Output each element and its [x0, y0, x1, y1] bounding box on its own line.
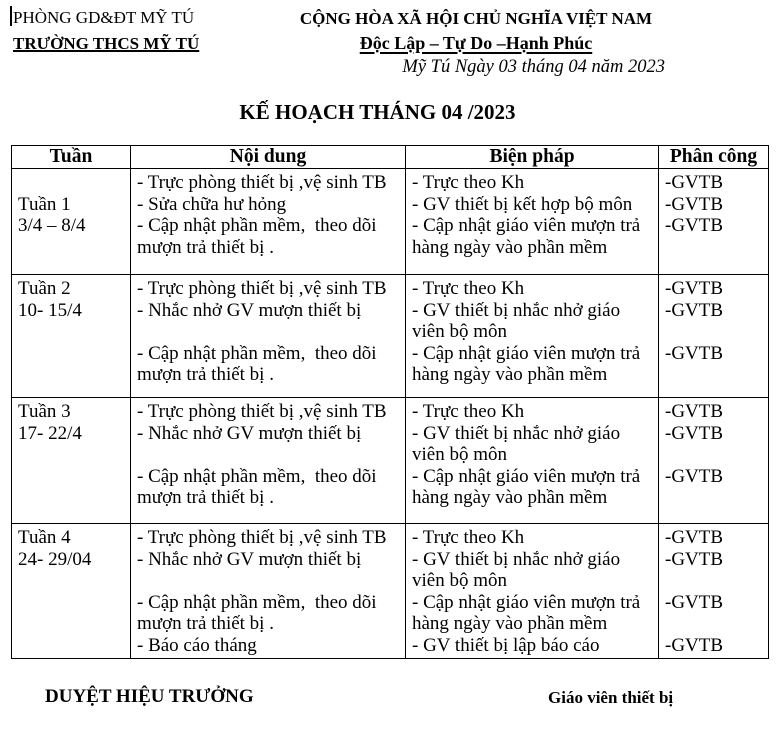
national-motto: Độc Lập – Tự Do –Hạnh Phúc [359, 33, 593, 53]
column-header-assignment: Phân công [659, 146, 769, 169]
teacher-signature-label: Giáo viên thiết bị [548, 688, 674, 707]
plan-table [11, 145, 769, 659]
cell-line: - Trực phòng thiết bị ,vệ sinh TB [137, 527, 387, 548]
column-header-week: Tuần [12, 146, 131, 169]
cell-line: 24- 29/04 [18, 548, 92, 570]
cell-line: - Cập nhật giáo viên mượn trả [412, 215, 641, 236]
week-cell [12, 169, 131, 275]
cell-line: -GVTB [665, 401, 724, 422]
table-header-row [12, 146, 769, 169]
cell-line: - Cập nhật phần mềm, theo dõi [137, 342, 377, 364]
cell-line: -GVTB [665, 278, 724, 299]
cell-line: - Báo cáo tháng [137, 634, 257, 656]
cell-line: 10- 15/4 [18, 299, 82, 321]
measures-cell [406, 275, 659, 398]
table-row [12, 275, 769, 398]
cell-line: - Cập nhật giáo viên mượn trả [412, 342, 641, 364]
column-header-measures: Biện pháp [406, 146, 659, 169]
assignment-cell [659, 398, 769, 524]
cell-line: hàng ngày vào phần mềm [412, 364, 608, 385]
cell-line: -GVTB [665, 342, 724, 364]
cell-line: -GVTB [665, 548, 724, 570]
cell-line: - GV thiết bị nhắc nhở giáo [412, 299, 621, 321]
content-cell [131, 169, 406, 275]
cell-line: -GVTB [665, 465, 724, 487]
column-header-content: Nội dung [131, 146, 406, 169]
date-line: Mỹ Tú Ngày 03 tháng 04 năm 2023 [402, 57, 665, 77]
cell-line: hàng ngày vào phần mềm [412, 236, 608, 258]
letterhead-center [287, 7, 665, 79]
cell-line: -GVTB [665, 193, 724, 215]
document-title: KẾ HOẠCH THÁNG 04 /2023 [239, 100, 516, 124]
school-name: TRƯỜNG THCS MỸ TÚ [13, 34, 200, 53]
content-cell [131, 398, 406, 524]
cell-line: -GVTB [665, 527, 724, 548]
content-cell [131, 524, 406, 659]
table-row [12, 398, 769, 524]
cell-line: 3/4 – 8/4 [18, 215, 86, 236]
national-title: CỘNG HÒA XÃ HỘI CHỦ NGHĨA VIỆT NAM [299, 9, 653, 28]
cell-line: - Trực theo Kh [412, 527, 525, 548]
cell-line [18, 172, 127, 194]
cell-line: Tuần 2 [18, 278, 71, 299]
letterhead-left [13, 6, 199, 56]
week-cell [12, 275, 131, 398]
cell-line: Tuần 4 [18, 527, 71, 548]
table-row [12, 169, 769, 275]
cell-line: - Trực theo Kh [412, 401, 525, 422]
cell-line: - Cập nhật phần mềm, theo dõi [137, 215, 377, 236]
cell-line: mượn trả thiết bị . [137, 364, 274, 385]
content-cell [131, 275, 406, 398]
cell-line [137, 321, 402, 343]
cell-line: - Trực theo Kh [412, 172, 525, 193]
cell-line: viên bộ môn [412, 321, 507, 342]
week-cell [12, 524, 131, 659]
cell-line: - GV thiết bị lập báo cáo [412, 634, 600, 656]
week-cell [12, 398, 131, 524]
cell-line: - Trực phòng thiết bị ,vệ sinh TB [137, 278, 387, 299]
measures-cell [406, 398, 659, 524]
cell-line [665, 321, 765, 343]
cell-line: mượn trả thiết bị . [137, 236, 274, 258]
cell-line [665, 444, 765, 466]
cell-line: mượn trả thiết bị . [137, 487, 274, 508]
cell-line: - GV thiết bị nhắc nhở giáo [412, 548, 621, 570]
cell-line: hàng ngày vào phần mềm [412, 487, 608, 508]
cell-line: -GVTB [665, 634, 724, 656]
cell-line: - Cập nhật phần mềm, theo dõi [137, 465, 377, 487]
cell-line: - Nhắc nhở GV mượn thiết bị [137, 299, 362, 321]
cell-line: Tuần 1 [18, 193, 71, 215]
assignment-cell [659, 524, 769, 659]
measures-cell [406, 169, 659, 275]
cell-line: -GVTB [665, 172, 724, 193]
cell-line: - Nhắc nhở GV mượn thiết bị [137, 422, 362, 444]
cell-line: -GVTB [665, 299, 724, 321]
cell-line: mượn trả thiết bị . [137, 613, 274, 634]
cell-line: - Trực theo Kh [412, 278, 525, 299]
cell-line [137, 570, 402, 592]
cell-line: - Cập nhật phần mềm, theo dõi [137, 591, 377, 613]
cell-line: - GV thiết bị kết hợp bộ môn [412, 193, 633, 215]
cell-line: viên bộ môn [412, 444, 507, 465]
cell-line [665, 613, 765, 635]
cell-line: - Cập nhật giáo viên mượn trả [412, 591, 641, 613]
cell-line: -GVTB [665, 215, 724, 236]
department-name: PHÒNG GD&ĐT MỸ TÚ [13, 8, 195, 27]
cell-line: - GV thiết bị nhắc nhở giáo [412, 422, 621, 444]
cell-line: - Trực phòng thiết bị ,vệ sinh TB [137, 401, 387, 422]
measures-cell [406, 524, 659, 659]
assignment-cell [659, 275, 769, 398]
assignment-cell [659, 169, 769, 275]
cell-line: - Nhắc nhở GV mượn thiết bị [137, 548, 362, 570]
cell-line [665, 570, 765, 592]
cell-line: Tuần 3 [18, 401, 71, 422]
cell-line: - Sửa chữa hư hỏng [137, 193, 287, 215]
cell-line: - Cập nhật giáo viên mượn trả [412, 465, 641, 487]
cell-line: viên bộ môn [412, 570, 507, 591]
cell-line: -GVTB [665, 591, 724, 613]
cell-line: 17- 22/4 [18, 422, 82, 444]
text-cursor [10, 6, 12, 26]
cell-line: -GVTB [665, 422, 724, 444]
approval-signature-label: DUYỆT HIỆU TRƯỞNG [45, 686, 254, 707]
cell-line [137, 444, 402, 466]
cell-line: hàng ngày vào phần mềm [412, 613, 608, 634]
table-row [12, 524, 769, 659]
cell-line: - Trực phòng thiết bị ,vệ sinh TB [137, 172, 387, 193]
